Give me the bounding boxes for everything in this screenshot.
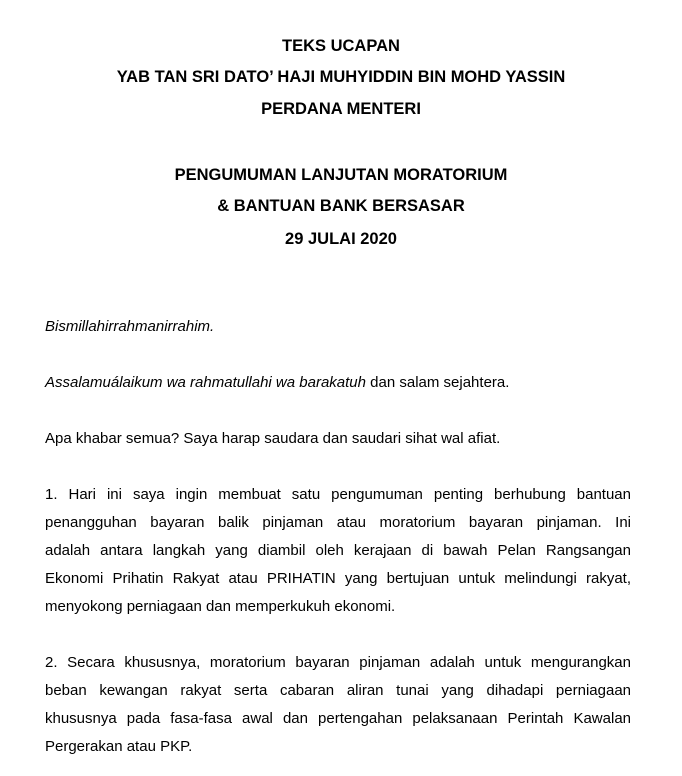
paragraph-line: Ekonomi Prihatin Rakyat atau PRIHATIN yang bertujuan untuk melindungi rakyat, <box>45 570 631 587</box>
paragraph-line: beban kewangan rakyat serta cabaran aliran tunai yang dihadapi perniagaan <box>45 682 631 699</box>
heading-line: TEKS UCAPAN <box>282 37 400 55</box>
subject-line: & BANTUAN BANK BERSASAR <box>217 197 465 215</box>
subject-line: PENGUMUMAN LANJUTAN MORATORIUM <box>174 166 508 184</box>
salam: Assalamuálaikum wa rahmatullahi wa barakatuh dan salam sejahtera. <box>45 374 510 391</box>
greeting: Apa khabar semua? Saya harap saudara dan saudari sihat wal afiat. <box>45 430 501 447</box>
paragraph-line: 2. Secara khususnya, moratorium bayaran pinjaman adalah untuk mengurangkan <box>45 654 631 671</box>
heading-line: PERDANA MENTERI <box>261 100 421 118</box>
heading-line: YAB TAN SRI DATO’ HAJI MUHYIDDIN BIN MOHD YASSIN <box>116 68 566 86</box>
paragraph-line: Pergerakan atau PKP. <box>45 738 193 755</box>
paragraph-line: menyokong perniagaan dan memperkukuh ekonomi. <box>45 598 396 615</box>
date-line: 29 JULAI 2020 <box>285 230 397 248</box>
paragraph-line: khususnya pada fasa-fasa awal dan pertengahan pelaksanaan Perintah Kawalan <box>45 710 631 727</box>
paragraph-line: 1. Hari ini saya ingin membuat satu pengumuman penting berhubung bantuan <box>45 486 631 503</box>
paragraph-line: penangguhan bayaran balik pinjaman atau moratorium bayaran pinjaman. Ini <box>45 514 631 531</box>
bismillah: Bismillahirrahmanirrahim. <box>45 318 215 335</box>
paragraph-line: adalah antara langkah yang diambil oleh kerajaan di bawah Pelan Rangsangan <box>45 542 631 559</box>
